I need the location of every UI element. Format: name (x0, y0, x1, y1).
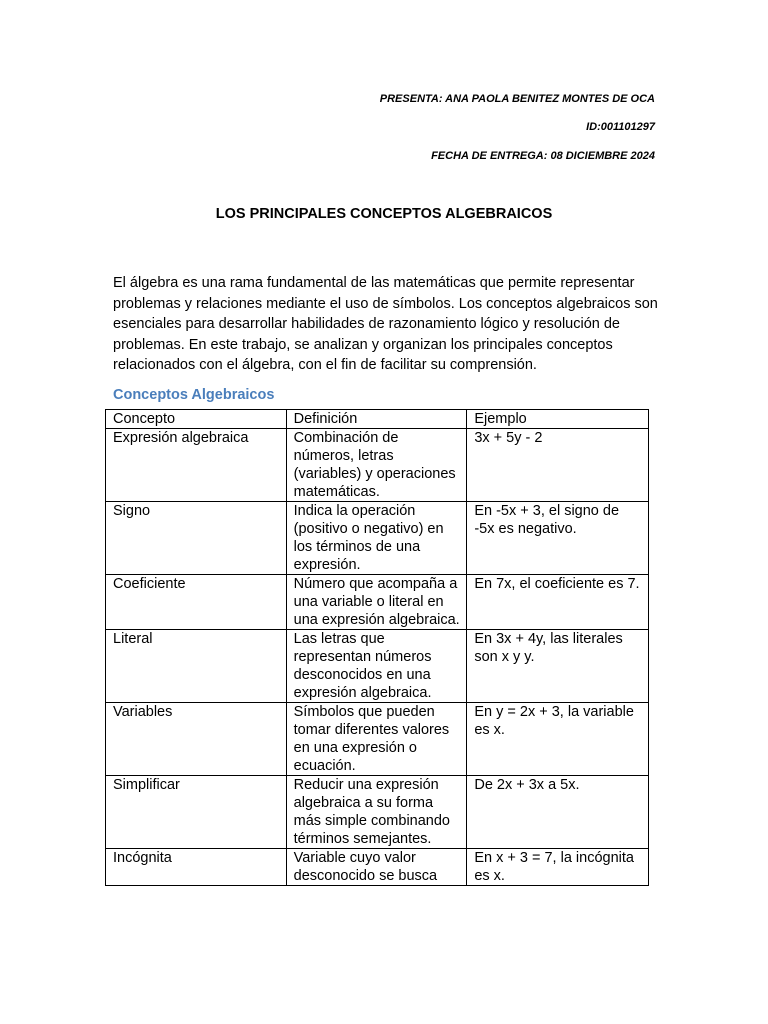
definition-cell: Número que acompaña a una variable o literal en una expresión algebraica. (286, 575, 467, 630)
concept-cell: Signo (106, 502, 287, 575)
example-cell: En -5x + 3, el signo de -5x es negativo. (467, 502, 649, 575)
concept-cell: Coeficiente (106, 575, 287, 630)
table-header-row (106, 410, 649, 429)
table-row (106, 849, 649, 886)
definition-cell: Las letras que representan números desconocidos en una expresión algebraica. (286, 630, 467, 703)
concept-cell: Incógnita (106, 849, 287, 886)
example-cell: 3x + 5y - 2 (467, 429, 649, 502)
intro-paragraph: El álgebra es una rama fundamental de las matemáticas que permite representar problemas y relaciones mediante el uso de símbolos. Los conceptos algebraicos son esenciales para desarrollar habilidades de razonamiento lógico y resolución de problemas. En este trabajo, se analizan y organizan los principales conceptos relacionados con el álgebra, con el fin de facilitar su comprensión. (113, 275, 658, 373)
author-line: PRESENTA: ANA PAOLA BENITEZ MONTES DE OCA (379, 93, 655, 105)
header-cell-concepto: Concepto (106, 410, 287, 429)
table-row (106, 703, 649, 776)
concept-cell: Variables (106, 703, 287, 776)
table-row (106, 429, 649, 502)
concept-cell: Literal (106, 630, 287, 703)
example-cell: En y = 2x + 3, la variable es x. (467, 703, 649, 776)
section-heading: Conceptos Algebraicos (113, 387, 275, 403)
example-cell: En 3x + 4y, las literales son x y y. (467, 630, 649, 703)
concepts-table (105, 409, 649, 886)
definition-cell: Indica la operación (positivo o negativo) en los términos de una expresión. (286, 502, 467, 575)
example-cell: En 7x, el coeficiente es 7. (467, 575, 649, 630)
definition-cell: Combinación de números, letras (variables) y operaciones matemáticas. (286, 429, 467, 502)
document-title: LOS PRINCIPALES CONCEPTOS ALGEBRAICOS (215, 206, 553, 222)
table-row (106, 630, 649, 703)
header-cell-ejemplo: Ejemplo (467, 410, 649, 429)
table-row (106, 502, 649, 575)
example-cell: De 2x + 3x a 5x. (467, 776, 649, 849)
due-date: FECHA DE ENTREGA: 08 DICIEMBRE 2024 (431, 150, 655, 162)
definition-cell: Símbolos que pueden tomar diferentes valores en una expresión o ecuación. (286, 703, 467, 776)
concept-cell: Expresión algebraica (106, 429, 287, 502)
student-id: ID:001101297 (586, 121, 655, 133)
example-cell: En x + 3 = 7, la incógnita es x. (467, 849, 649, 886)
definition-cell: Variable cuyo valor desconocido se busca (286, 849, 467, 886)
table-row (106, 575, 649, 630)
concept-cell: Simplificar (106, 776, 287, 849)
definition-cell: Reducir una expresión algebraica a su forma más simple combinando términos semejantes. (286, 776, 467, 849)
header-cell-definicion: Definición (286, 410, 467, 429)
table-row (106, 776, 649, 849)
